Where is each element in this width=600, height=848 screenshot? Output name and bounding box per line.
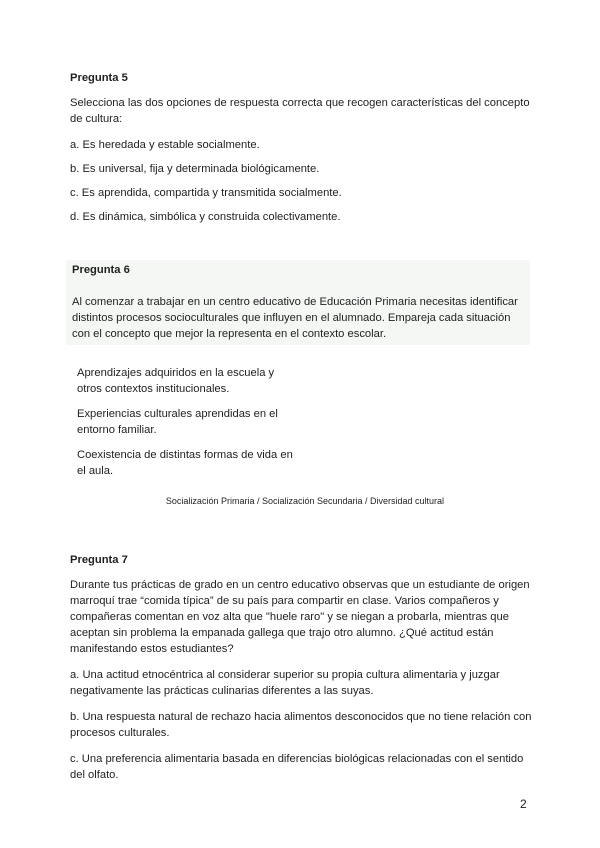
answer-option-d[interactable]: d. Es dinámica, simbólica y construida colectivamente. <box>70 211 341 223</box>
page-number: 2 <box>520 797 527 811</box>
question-title: Pregunta 7 <box>70 554 128 566</box>
matching-concepts: Socialización Primaria / Socialización Secundaria / Diversidad cultural <box>165 496 445 506</box>
question-header-box <box>66 260 530 345</box>
answer-option-a[interactable]: a. Una actitud etnocéntrica al considerar superior su propia cultura alimentaria y juzgar negativamente las prácticas culinarias diferentes a las suyas. <box>70 669 500 697</box>
question-title: Pregunta 6 <box>72 264 130 276</box>
answer-option-a[interactable]: a. Es heredada y estable socialmente. <box>70 139 260 151</box>
matching-items <box>66 365 297 479</box>
question-prompt: Al comenzar a trabajar en un centro educativo de Educación Primaria necesitas identificar distintos procesos socioculturales que influyen en el alumnado. Empareja cada situación con el concepto que mejor la representa en el contexto escolar. <box>72 296 518 340</box>
question-title: Pregunta 5 <box>70 72 128 84</box>
matching-item-3[interactable]: Coexistencia de distintas formas de vida en el aula. <box>77 449 293 477</box>
question-6 <box>66 260 530 509</box>
matching-item-2[interactable]: Experiencias culturales aprendidas en el entorno familiar. <box>77 408 278 436</box>
question-prompt: Selecciona las dos opciones de respuesta correcta que recogen características del concepto de cultura: <box>70 97 530 125</box>
question-prompt: Durante tus prácticas de grado en un centro educativo observas que un estudiante de origen marroquí trae “comida típica” de su país para compartir en clase. Varios compañeros y compañeras comentan en voz alta que "huele raro" y se niegan a probarla, mientras que aceptan sin problema la empanada gallega que trajo otro alumno. ¿Qué actitud están manifestando estos estudiantes? <box>70 579 530 655</box>
answer-option-b[interactable]: b. Una respuesta natural de rechazo hacia alimentos desconocidos que no tiene relación con procesos culturales. <box>70 711 532 739</box>
answer-option-c[interactable]: c. Es aprendida, compartida y transmitida socialmente. <box>70 187 342 199</box>
matching-item-1[interactable]: Aprendizajes adquiridos en la escuela y otros contextos institucionales. <box>77 367 275 395</box>
answer-option-c[interactable]: c. Una preferencia alimentaria basada en diferencias biológicas relacionadas con el sentido del olfato. <box>70 753 524 781</box>
answer-option-b[interactable]: b. Es universal, fija y determinada biológicamente. <box>70 163 320 175</box>
question-5 <box>70 70 536 233</box>
question-7 <box>70 552 536 793</box>
